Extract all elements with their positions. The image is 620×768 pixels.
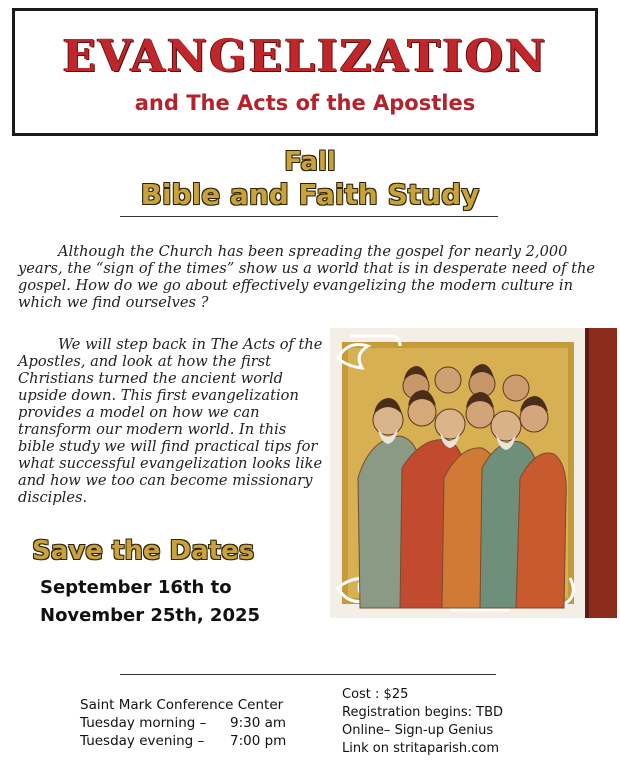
cost-text: Cost : $25 (342, 687, 409, 702)
title-banner (12, 8, 598, 136)
parish-link: Link on stritaparish.com (342, 741, 500, 756)
intro-paragraph: Although the Church has been spreading the gospel for nearly 2,000 years, the “sign of the times” show us a world that is in desperate need of the gospel. How do we go about effectively evangelizing the modern culture in which we find ourselves ? (18, 243, 596, 311)
evening-label: Tuesday evening – (80, 733, 205, 749)
registration-begins: Registration begins: TBD (342, 705, 504, 720)
page-subtitle: and The Acts of the Apostles (134, 91, 476, 115)
divider-bottom (120, 674, 496, 675)
evening-session (80, 732, 286, 750)
morning-time: 9:30 am (230, 715, 287, 731)
page-title: EVANGELIZATION (62, 31, 548, 82)
save-the-dates-heading: Save the Dates (32, 536, 255, 566)
apostles-painting-illustration (330, 328, 617, 618)
registration-details (342, 686, 503, 758)
evening-time: 7:00 pm (230, 733, 287, 749)
online-signup: Online– Sign-up Genius (342, 723, 494, 738)
season-heading: Fall (284, 147, 336, 177)
morning-session (80, 714, 286, 732)
date-range (40, 574, 260, 630)
location-name: Saint Mark Conference Center (80, 697, 284, 713)
location-details (80, 696, 286, 750)
morning-label: Tuesday morning – (80, 715, 207, 731)
description-paragraph: We will step back in The Acts of the Apostles, and look at how the first Christians turned the ancient world upside down. This first evangelization provides a model on how we can transform our modern world. In this bible study we will find practical tips for what successful evangelization looks like and how we too can become missionary disciples. (18, 336, 323, 506)
divider-top (120, 216, 498, 217)
end-date: November 25th, 2025 (40, 605, 261, 626)
start-date: September 16th to (40, 577, 232, 598)
study-heading: Bible and Faith Study (140, 178, 480, 211)
apostles-painting-image (330, 328, 617, 618)
